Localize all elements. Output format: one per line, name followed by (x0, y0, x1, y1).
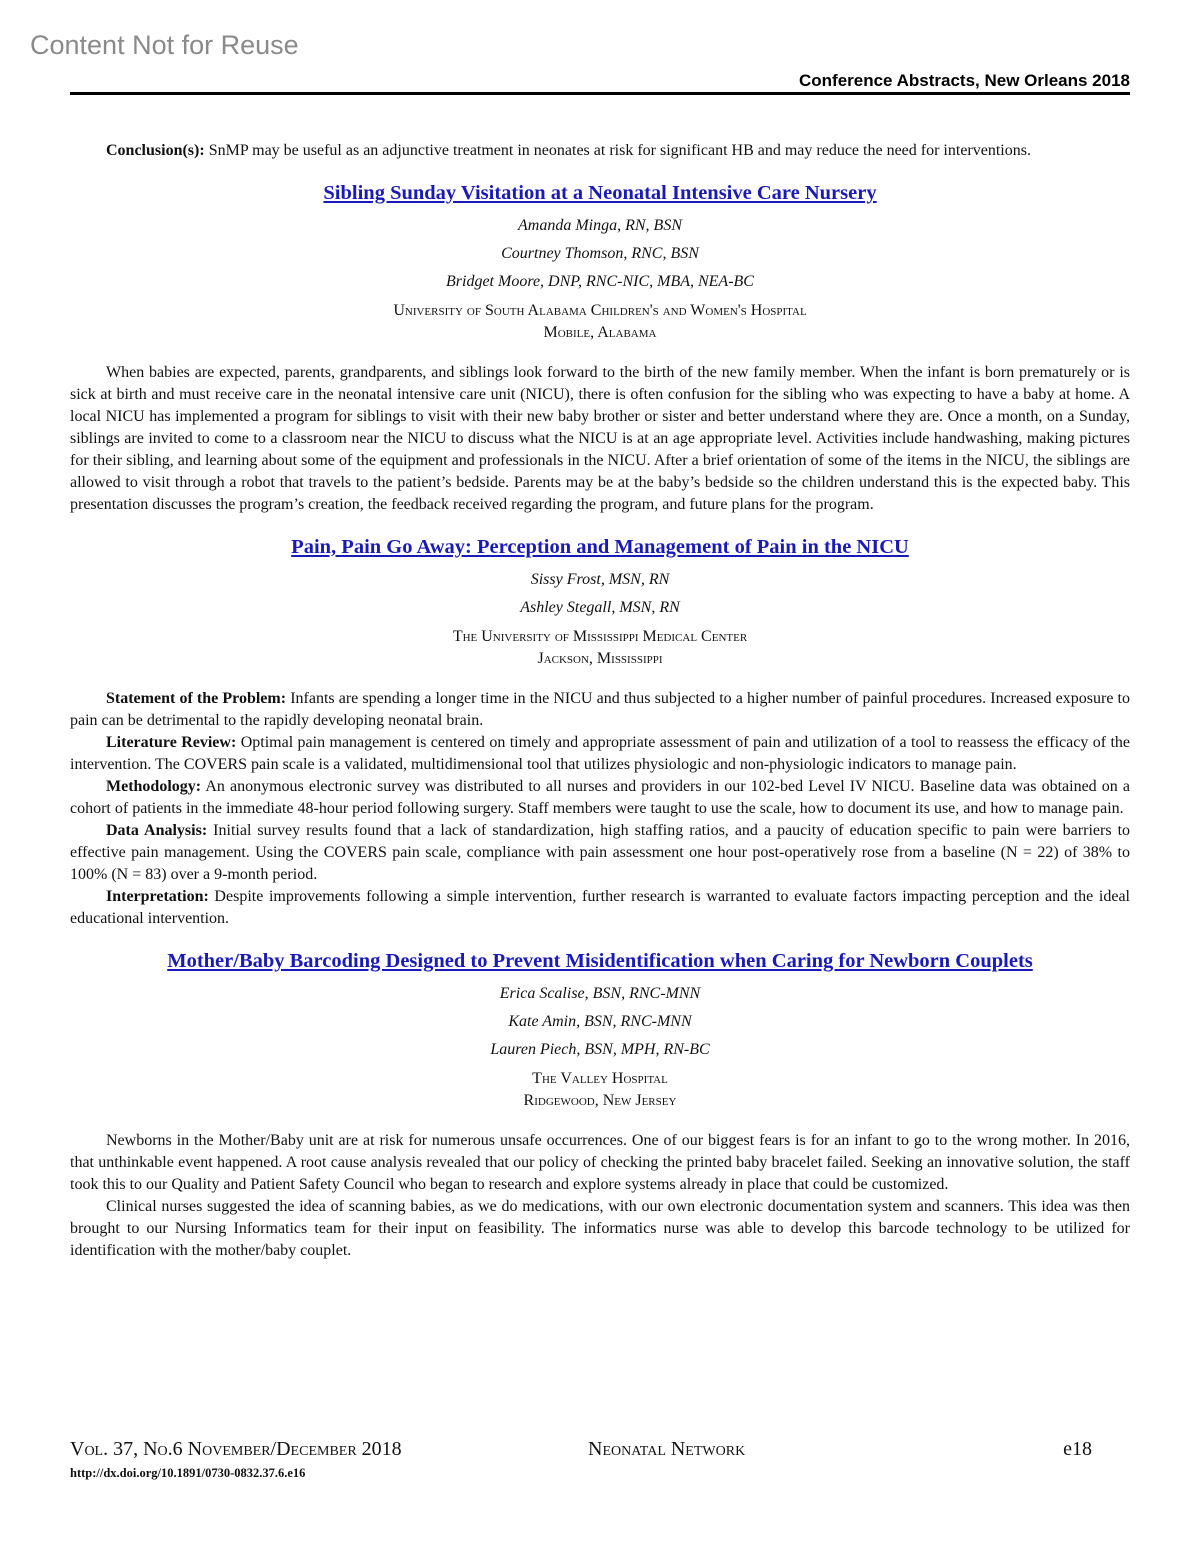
author: Bridget Moore, DNP, RNC-NIC, MBA, NEA-BC (446, 273, 754, 290)
abstract-title[interactable]: Mother/Baby Barcoding Designed to Prevent Misidentification when Caring for Newborn Couplets (167, 950, 1033, 972)
location: Jackson, Mississippi (537, 650, 663, 667)
paragraph-label: Methodology: (106, 778, 202, 795)
paragraph (70, 1196, 1130, 1262)
doi-link[interactable]: http://dx.doi.org/10.1891/0730-0832.37.6.e16 (70, 1466, 306, 1480)
running-head: Conference Abstracts, New Orleans 2018 (798, 71, 1130, 90)
paragraph (70, 1130, 1130, 1196)
paragraph-text: Despite improvements following a simple intervention, further research is warranted to evaluate factors impacting perception and the ideal educational intervention. (70, 888, 1130, 927)
article-body (70, 140, 1130, 1280)
paragraph (70, 140, 1130, 162)
abstract-mother-baby-barcoding (70, 948, 1130, 1262)
paragraph (70, 688, 1130, 732)
location: Mobile, Alabama (543, 324, 657, 341)
author: Kate Amin, BSN, RNC-MNN (508, 1013, 692, 1030)
affiliation: The University of Mississippi Medical Center (452, 628, 748, 645)
paragraph (70, 886, 1130, 930)
header-rule (70, 92, 1130, 95)
location: Ridgewood, New Jersey (523, 1092, 677, 1109)
author: Sissy Frost, MSN, RN (530, 571, 670, 588)
abstract-pain-management (70, 534, 1130, 930)
abstract-title[interactable]: Pain, Pain Go Away: Perception and Management of Pain in the NICU (291, 536, 909, 558)
paragraph-label: Interpretation: (106, 888, 209, 905)
abstract-title[interactable]: Sibling Sunday Visitation at a Neonatal Intensive Care Nursery (323, 182, 877, 204)
author: Erica Scalise, BSN, RNC-MNN (499, 985, 701, 1002)
footer-journal: Neonatal Network (588, 1438, 746, 1460)
footer-volume: Vol. 37, No.6 November/December 2018 (70, 1438, 402, 1460)
paragraph-text: Newborns in the Mother/Baby unit are at risk for numerous unsafe occurrences. One of our biggest fears is for an infant to go to the wrong mother. In 2016, that unthinkable event happened. A root cause analysis revealed that our policy of checking the printed baby bracelet failed. Seeking an innovative solution, the staff took this to our Quality and Patient Safety Council who began to research and explore systems already in place that could be customized. (70, 1132, 1130, 1193)
footer-page-number: e18 (1063, 1438, 1092, 1460)
paragraph (70, 776, 1130, 820)
paragraph-text: SnMP may be useful as an adjunctive treatment in neonates at risk for significant HB and may reduce the need for interventions. (204, 142, 1031, 159)
author: Lauren Piech, BSN, MPH, RN-BC (490, 1041, 710, 1058)
affiliation: University of South Alabama Children's and Women's Hospital (393, 302, 807, 319)
author: Courtney Thomson, RNC, BSN (501, 245, 699, 262)
paragraph-label: Literature Review: (106, 734, 237, 751)
paragraph-text: Clinical nurses suggested the idea of scanning babies, as we do medications, with our own electronic documentation system and scanners. This idea was then brought to our Nursing Informatics team for their input on feasibility. The informatics nurse was able to develop this barcode technology to be utilized for identification with the mother/baby couplet. (70, 1198, 1130, 1259)
paragraph-text: When babies are expected, parents, grandparents, and siblings look forward to the birth of the new family member. When the infant is born prematurely or is sick at birth and must receive care in the neonatal intensive care unit (NICU), there is often confusion for the sibling who was expecting to have a baby at home. A local NICU has implemented a program for siblings to visit with their new baby brother or sister and better understand where they are. Once a month, on a Sunday, siblings are invited to come to a classroom near the NICU to discuss what the NICU is at an age appropriate level. Activities include handwashing, making pictures for their sibling, and learning about some of the equipment and professionals in the NICU. After a brief orientation of some of the items in the NICU, the siblings are allowed to visit through a robot that travels to the patient’s bedside. Parents may be at the baby’s bedside so the children understand this is the expected baby. This presentation discusses the program’s creation, the feedback received regarding the program, and future plans for the program. (70, 364, 1130, 513)
paragraph (70, 820, 1130, 886)
abstract-sibling-sunday (70, 180, 1130, 516)
paragraph-text: An anonymous electronic survey was distributed to all nurses and providers in our 102-bed Level IV NICU. Baseline data was obtained on a cohort of patients in the immediate 48-hour period following surgery. Staff members were taught to use the scale, how to document its use, and how to manage pain. (70, 778, 1130, 817)
paragraph-label: Data Analysis: (106, 822, 208, 839)
paragraph (70, 732, 1130, 776)
paragraph-label: Conclusion(s): (106, 142, 205, 159)
author: Ashley Stegall, MSN, RN (520, 599, 680, 616)
affiliation: The Valley Hospital (532, 1070, 668, 1087)
author: Amanda Minga, RN, BSN (518, 217, 682, 234)
watermark: Content Not for Reuse (30, 30, 299, 60)
paragraph (70, 362, 1130, 516)
paragraph-text: Optimal pain management is centered on timely and appropriate assessment of pain and utilization of a tool to reassess the efficacy of the intervention. The COVERS pain scale is a validated, multidimensional tool that utilizes physiologic and non-physiologic indicators to manage pain. (70, 734, 1131, 773)
intro-conclusion (70, 140, 1130, 162)
paragraph-text: Initial survey results found that a lack of standardization, high staffing ratios, and a paucity of education specific to pain were barriers to effective pain management. Using the COVERS pain scale, compliance with pain assessment one hour post-operatively rose from a baseline (N = 22) of 38% to 100% (N = 83) over a 9-month period. (70, 822, 1131, 883)
paragraph-label: Statement of the Problem: (106, 690, 287, 707)
paragraph-text: Infants are spending a longer time in the NICU and thus subjected to a higher number of painful procedures. Increased exposure to pain can be detrimental to the rapidly developing neonatal brain. (70, 690, 1131, 729)
